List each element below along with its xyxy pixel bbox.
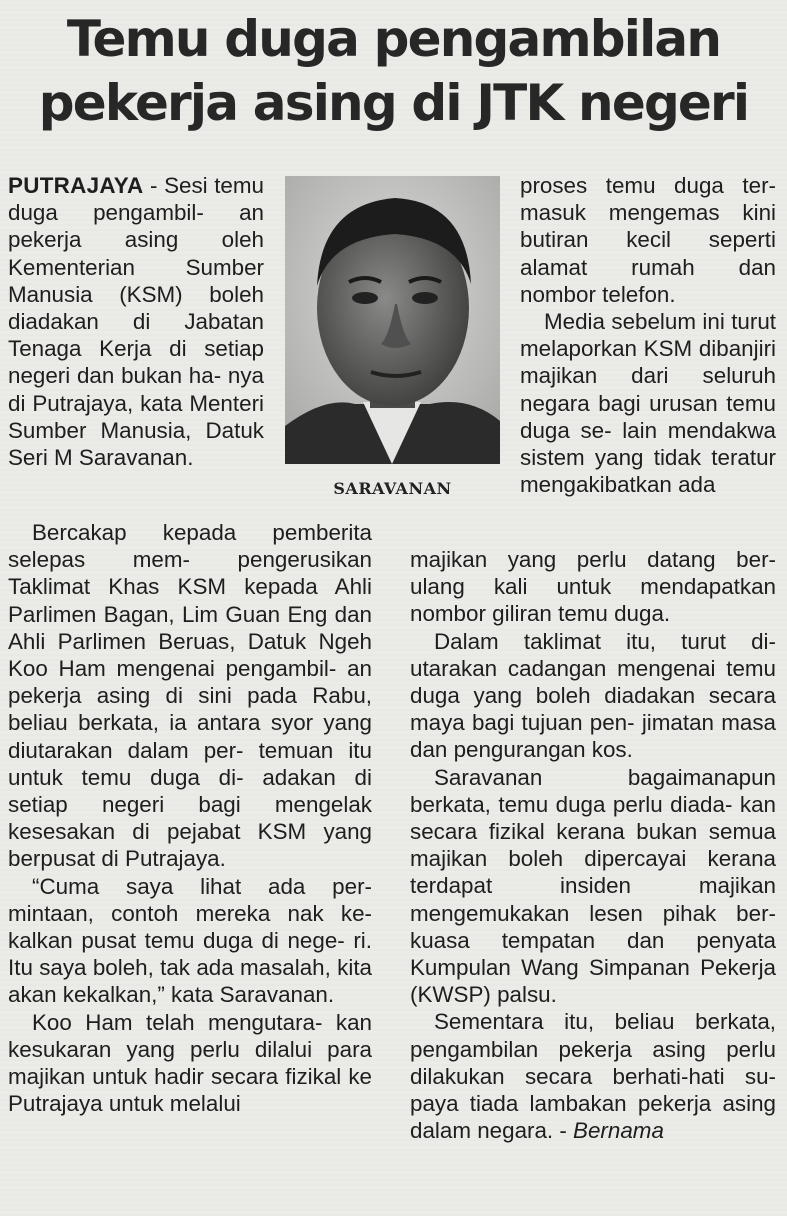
column-right-bottom [410,546,776,1144]
column-right-top [520,172,776,498]
column-left-bottom [8,519,372,1117]
paragraph-2: Bercakap kepada pemberita selepas mem- pengerusikan Taklimat Khas KSM kepada Ahli Parlimen Bagan, Lim Guan Eng dan Ahli Parlimen Beruas, Datuk Ngeh Koo Ham mengenai pengambil- an pekerja asing di sini pada Rabu, beliau berkata, ia antara syor yang diutarakan dalam per- temuan itu untuk temu duga di- adakan di setiap negeri bagi mengelak kesesakan di pejabat KSM yang berpusat di Putrajaya. [8,520,372,872]
paragraph-4-continued: proses temu duga ter- masuk mengemas kini butiran kecil seperti alamat rumah dan nombor telefon. [520,173,776,307]
headline-line-2: pekerja asing di JTK negeri [38,74,749,132]
paragraph-1 [8,172,264,471]
paragraph-3: “Cuma saya lihat ada per- mintaan, contoh mereka nak ke- kalkan pusat temu duga di nege- ri. Itu saya boleh, tak ada masalah, kita akan kekalkan,” kata Saravanan. [8,873,372,1008]
paragraph-8-text: Sementara itu, beliau berkata, pengambilan pekerja asing perlu dilakukan secara berhati-hati su- paya tiada lambakan pekerja asing dalam negara. - [410,1009,776,1144]
byline: Bernama [573,1118,664,1144]
photo-caption: SARAVANAN [333,479,452,498]
dateline: PUTRAJAYA [8,173,144,198]
paragraph-4: Koo Ham telah mengutara- kan kesukaran yang perlu dilalui para majikan untuk hadir secara fizikal ke Putrajaya untuk melalui [8,1009,372,1117]
paragraph-6: Dalam taklimat itu, turut di- utarakan cadangan mengenai temu duga yang boleh diadakan secara maya bagi tujuan pen- jimatan masa dan pengurangan kos. [410,628,776,763]
paragraph-5: Media sebelum ini turut melaporkan KSM dibanjiri majikan dari seluruh negara bagi urusan temu duga se- lain mendakwa sistem yang tidak teratur mengakibatkan ada [520,309,776,498]
paragraph-7: Saravanan bagaimanapun berkata, temu duga perlu diada- kan secara fizikal kerana bukan semua majikan boleh dipercayai kerana terdapat insiden majikan mengemukakan lesen pihak ber- kuasa tempatan dan penyata Kumpulan Wang Simpanan Pekerja (KWSP) palsu. [410,764,776,1008]
headline-line-1: Temu duga pengambilan [66,10,721,68]
paragraph-5-continued: majikan yang perlu datang ber- ulang kali untuk mendapatkan nombor giliran temu duga. [410,547,776,627]
column-left-top [8,172,264,471]
portrait-illustration [285,176,500,464]
portrait-photo [285,176,500,464]
paragraph-1-text: - Sesi temu duga pengambil- an pekerja asing oleh Kementerian Sumber Manusia (KSM) boleh diadakan di Jabatan Tenaga Kerja di setiap negeri dan bukan ha- nya di Putrajaya, kata Menteri Sumber Manusia, Datuk Seri M Saravanan. [8,173,264,471]
paragraph-8 [410,1008,776,1144]
